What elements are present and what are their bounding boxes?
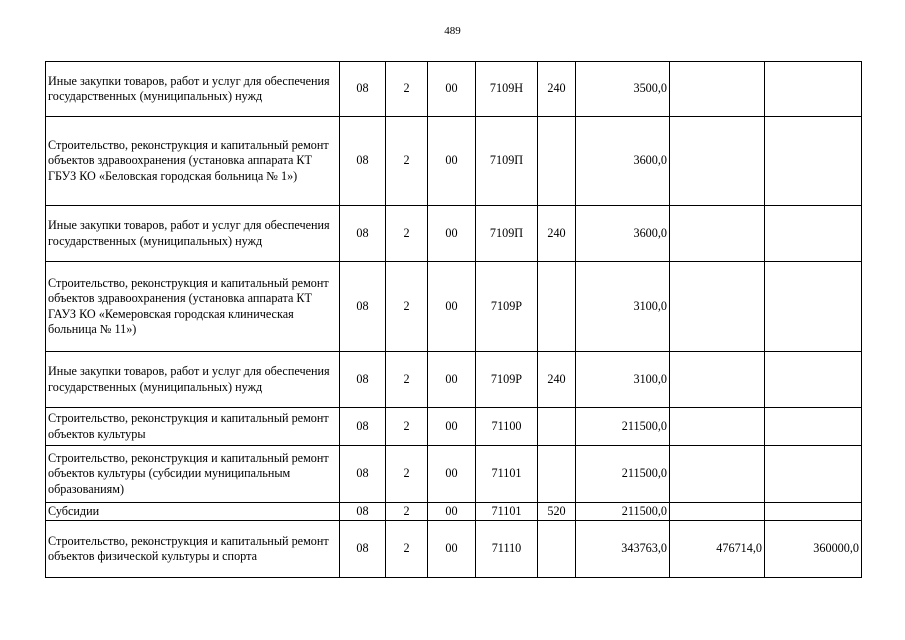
table-row — [46, 521, 862, 578]
cell-expense-type — [538, 446, 576, 503]
cell-program: 00 — [428, 521, 476, 578]
cell-section: 08 — [340, 408, 386, 446]
cell-amount-3 — [765, 503, 862, 521]
cell-section: 08 — [340, 352, 386, 408]
cell-target-code: 71110 — [476, 521, 538, 578]
cell-target-code: 71100 — [476, 408, 538, 446]
table-row — [46, 446, 862, 503]
table-row — [46, 117, 862, 206]
cell-amount-3 — [765, 446, 862, 503]
table-row — [46, 503, 862, 521]
cell-section: 08 — [340, 521, 386, 578]
cell-program: 00 — [428, 446, 476, 503]
cell-name: Иные закупки товаров, работ и услуг для обеспечения государственных (муниципальных) нужд — [46, 62, 340, 117]
table-row — [46, 62, 862, 117]
cell-subsection: 2 — [386, 446, 428, 503]
cell-amount-1: 211500,0 — [576, 503, 670, 521]
cell-amount-2 — [670, 446, 765, 503]
cell-amount-2 — [670, 117, 765, 206]
cell-amount-2 — [670, 262, 765, 352]
cell-expense-type — [538, 408, 576, 446]
cell-section: 08 — [340, 446, 386, 503]
cell-subsection: 2 — [386, 521, 428, 578]
budget-table — [45, 61, 862, 578]
cell-expense-type: 240 — [538, 206, 576, 262]
cell-expense-type — [538, 521, 576, 578]
cell-program: 00 — [428, 262, 476, 352]
cell-subsection: 2 — [386, 503, 428, 521]
cell-section: 08 — [340, 62, 386, 117]
cell-program: 00 — [428, 62, 476, 117]
cell-program: 00 — [428, 117, 476, 206]
cell-amount-2 — [670, 352, 765, 408]
cell-expense-type — [538, 262, 576, 352]
cell-name: Иные закупки товаров, работ и услуг для обеспечения государственных (муниципальных) нужд — [46, 352, 340, 408]
cell-program: 00 — [428, 352, 476, 408]
cell-section: 08 — [340, 117, 386, 206]
cell-amount-3 — [765, 62, 862, 117]
cell-name: Иные закупки товаров, работ и услуг для обеспечения государственных (муниципальных) нужд — [46, 206, 340, 262]
cell-amount-3 — [765, 408, 862, 446]
cell-subsection: 2 — [386, 408, 428, 446]
cell-amount-1: 211500,0 — [576, 408, 670, 446]
cell-expense-type — [538, 117, 576, 206]
cell-amount-3 — [765, 262, 862, 352]
page-number: 489 — [444, 25, 461, 37]
cell-expense-type: 240 — [538, 352, 576, 408]
cell-name: Субсидии — [46, 503, 340, 521]
cell-name: Строительство, реконструкция и капитальный ремонт объектов физической культуры и спорта — [46, 521, 340, 578]
cell-section: 08 — [340, 503, 386, 521]
cell-amount-2 — [670, 206, 765, 262]
cell-subsection: 2 — [386, 206, 428, 262]
cell-subsection: 2 — [386, 117, 428, 206]
cell-amount-1: 343763,0 — [576, 521, 670, 578]
cell-program: 00 — [428, 206, 476, 262]
cell-target-code: 71101 — [476, 503, 538, 521]
cell-amount-3: 360000,0 — [765, 521, 862, 578]
cell-amount-1: 211500,0 — [576, 446, 670, 503]
cell-amount-1: 3100,0 — [576, 352, 670, 408]
cell-subsection: 2 — [386, 352, 428, 408]
cell-section: 08 — [340, 206, 386, 262]
cell-target-code: 7109П — [476, 117, 538, 206]
table-body — [46, 62, 862, 578]
cell-name: Строительство, реконструкция и капитальный ремонт объектов культуры (субсидии муниципальным образованиям) — [46, 446, 340, 503]
cell-amount-1: 3500,0 — [576, 62, 670, 117]
cell-name: Строительство, реконструкция и капитальный ремонт объектов здравоохранения (установка аппарата КТ ГАУЗ КО «Кемеровская городская клиническая больница № 11») — [46, 262, 340, 352]
cell-amount-1: 3600,0 — [576, 117, 670, 206]
cell-amount-3 — [765, 117, 862, 206]
table-row — [46, 408, 862, 446]
cell-amount-3 — [765, 206, 862, 262]
cell-program: 00 — [428, 408, 476, 446]
cell-name: Строительство, реконструкция и капитальный ремонт объектов здравоохранения (установка аппарата КТ ГБУЗ КО «Беловская городская больница № 1») — [46, 117, 340, 206]
cell-subsection: 2 — [386, 262, 428, 352]
cell-target-code: 7109Р — [476, 262, 538, 352]
cell-name: Строительство, реконструкция и капитальный ремонт объектов культуры — [46, 408, 340, 446]
cell-amount-2 — [670, 503, 765, 521]
cell-target-code: 7109Р — [476, 352, 538, 408]
cell-amount-2 — [670, 62, 765, 117]
cell-target-code: 7109П — [476, 206, 538, 262]
cell-section: 08 — [340, 262, 386, 352]
cell-amount-2 — [670, 408, 765, 446]
cell-amount-1: 3100,0 — [576, 262, 670, 352]
cell-amount-2: 476714,0 — [670, 521, 765, 578]
table-row — [46, 352, 862, 408]
cell-program: 00 — [428, 503, 476, 521]
cell-amount-3 — [765, 352, 862, 408]
cell-amount-1: 3600,0 — [576, 206, 670, 262]
table-row — [46, 206, 862, 262]
cell-subsection: 2 — [386, 62, 428, 117]
cell-expense-type: 240 — [538, 62, 576, 117]
cell-expense-type: 520 — [538, 503, 576, 521]
table-row — [46, 262, 862, 352]
cell-target-code: 7109Н — [476, 62, 538, 117]
cell-target-code: 71101 — [476, 446, 538, 503]
